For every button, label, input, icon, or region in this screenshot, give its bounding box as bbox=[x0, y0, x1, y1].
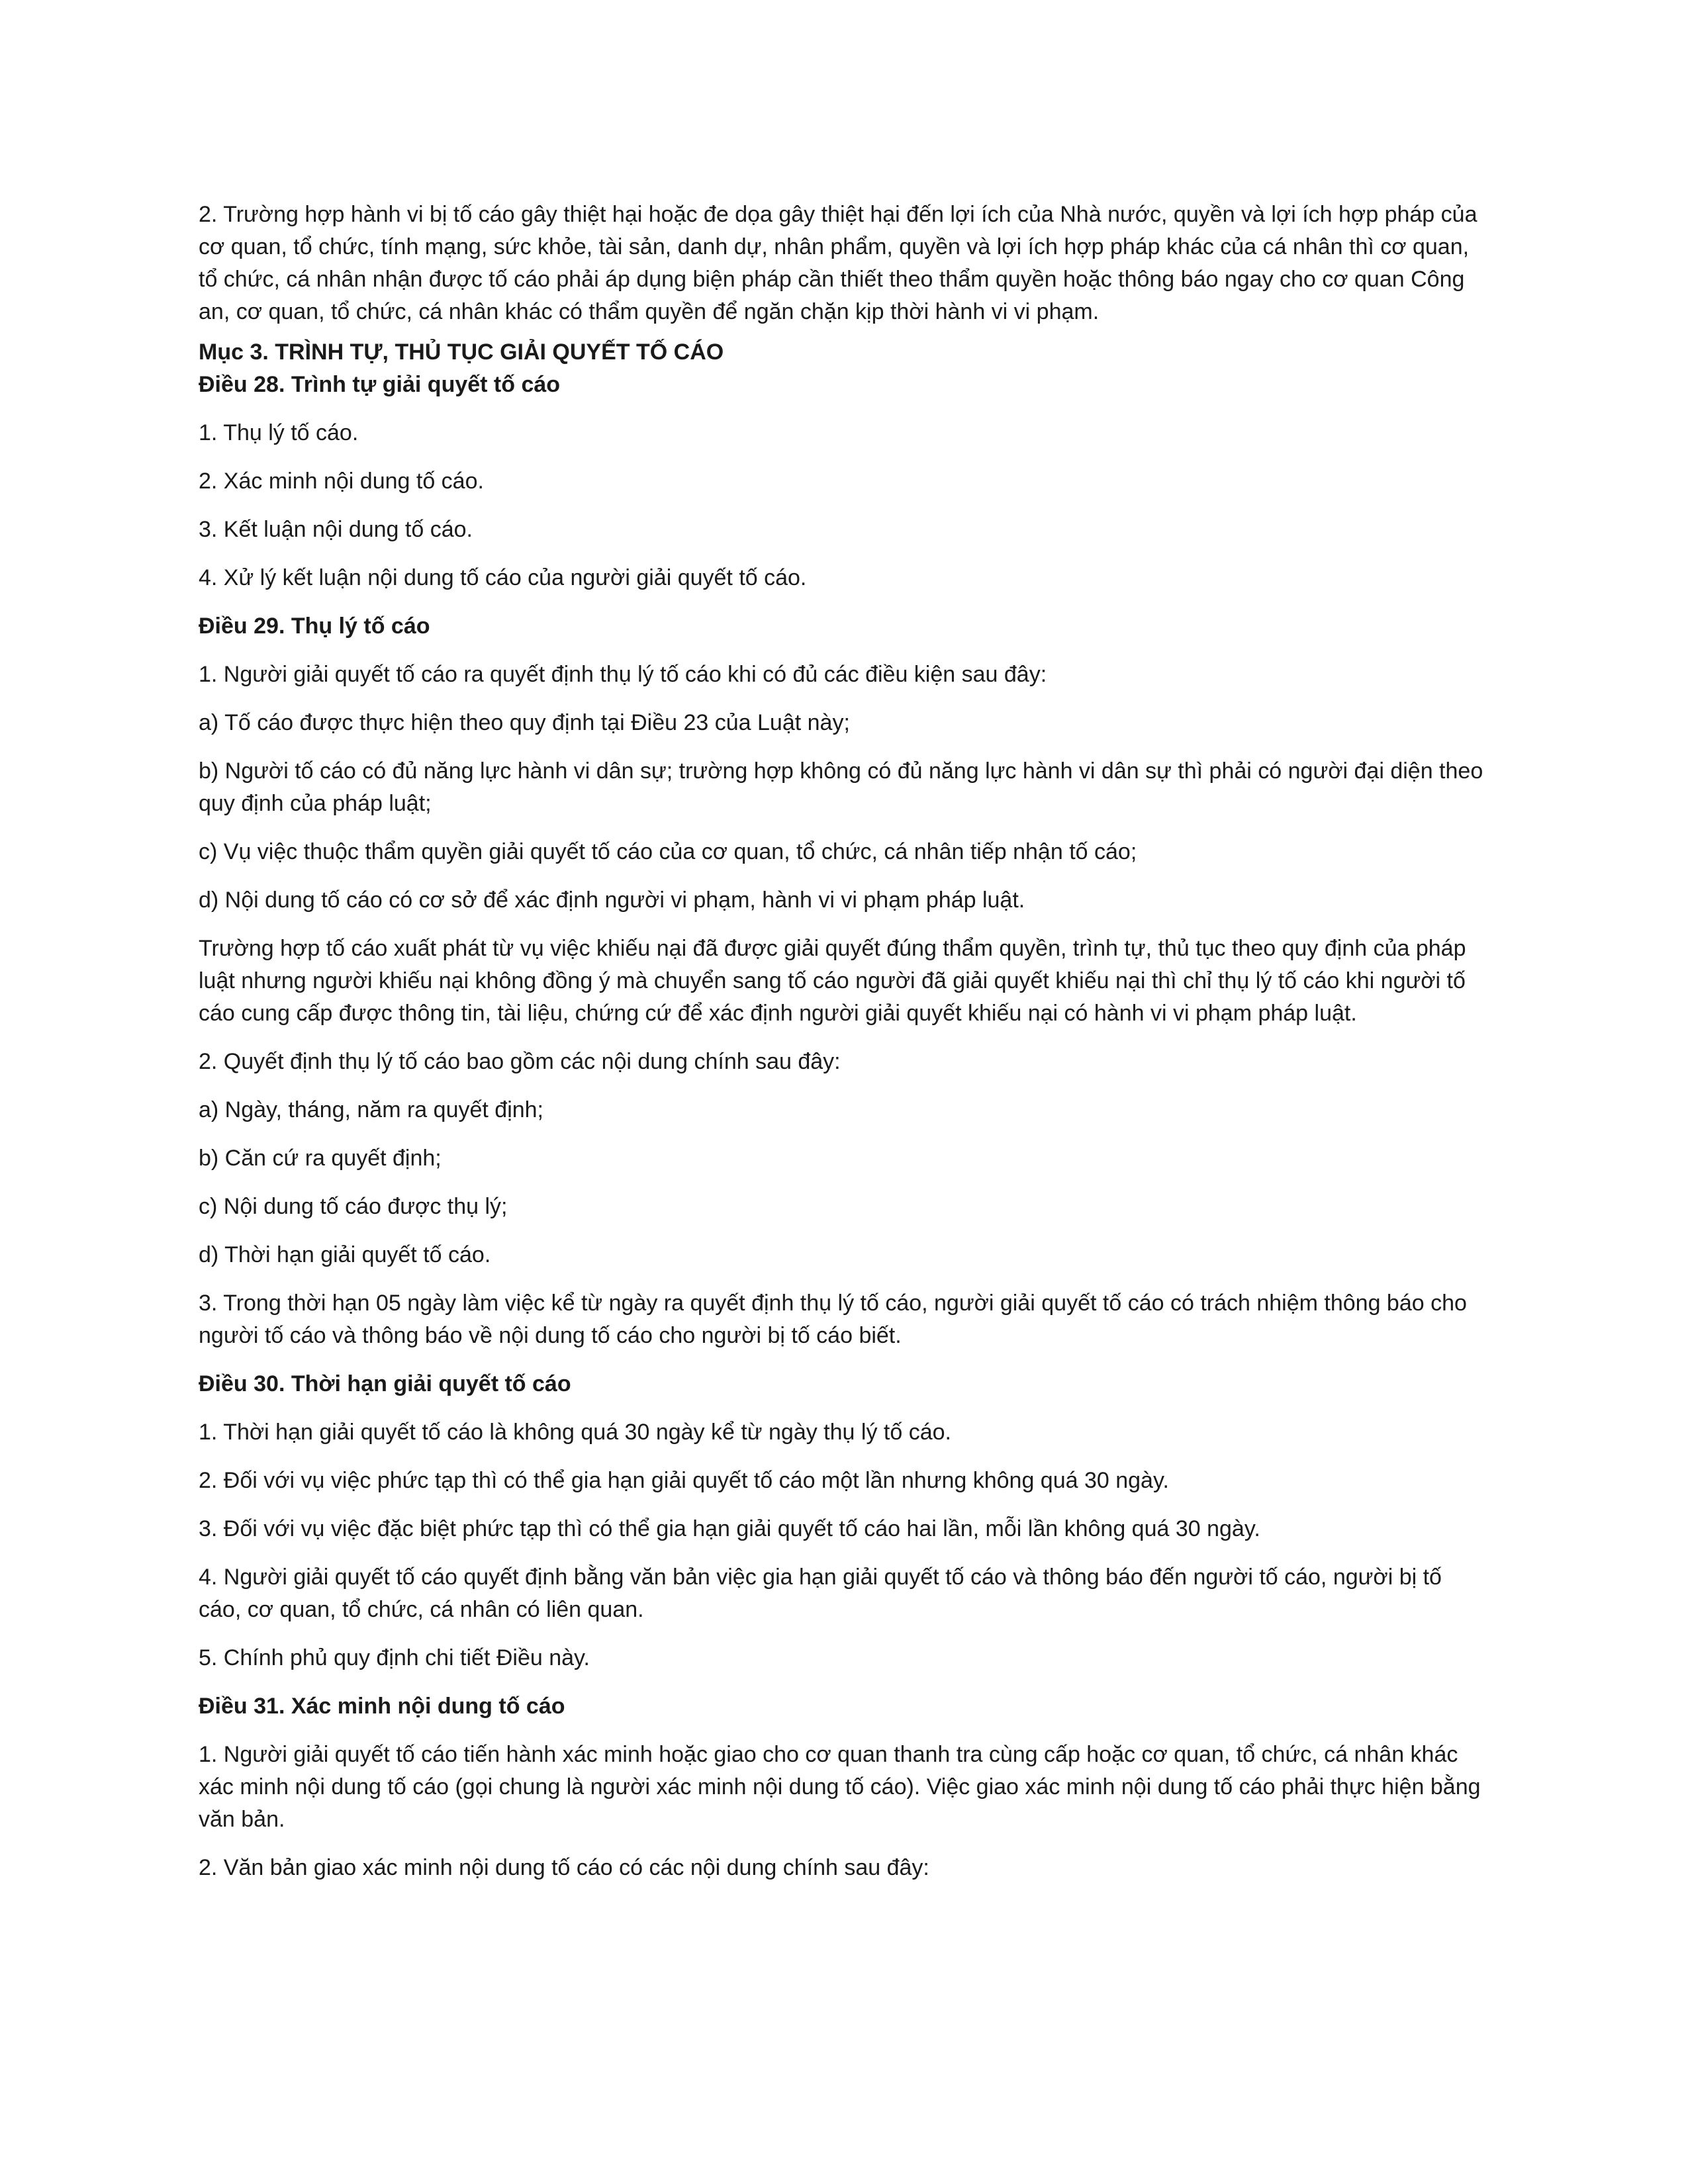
paragraph: 2. Văn bản giao xác minh nội dung tố cáo có các nội dung chính sau đây: bbox=[199, 1855, 929, 1880]
list-item: 2. Đối với vụ việc phức tạp thì có thể gia hạn giải quyết tố cáo một lần nhưng không quá 30 ngày. bbox=[199, 1468, 1169, 1493]
list-item: c) Nội dung tố cáo được thụ lý; bbox=[199, 1194, 508, 1219]
list-item: a) Ngày, tháng, năm ra quyết định; bbox=[199, 1097, 544, 1122]
list-item: 5. Chính phủ quy định chi tiết Điều này. bbox=[199, 1645, 590, 1670]
list-item: 1. Thời hạn giải quyết tố cáo là không quá 30 ngày kể từ ngày thụ lý tố cáo. bbox=[199, 1420, 951, 1445]
article-heading-28: Điều 28. Trình tự giải quyết tố cáo bbox=[199, 372, 561, 397]
list-item: c) Vụ việc thuộc thẩm quyền giải quyết tố cáo của cơ quan, tổ chức, cá nhân tiếp nhận tố cáo; bbox=[199, 839, 1137, 864]
list-item: 3. Kết luận nội dung tố cáo. bbox=[199, 517, 473, 542]
list-item: a) Tố cáo được thực hiện theo quy định tại Điều 23 của Luật này; bbox=[199, 710, 850, 735]
paragraph: 3. Trong thời hạn 05 ngày làm việc kể từ ngày ra quyết định thụ lý tố cáo, người giải quyết tố cáo có trách nhiệm thông báo cho người tố cáo và thông báo về nội dung tố cáo cho người bị tố cáo biết. bbox=[199, 1291, 1474, 1348]
paragraph: 1. Người giải quyết tố cáo ra quyết định thụ lý tố cáo khi có đủ các điều kiện sau đây: bbox=[199, 662, 1047, 687]
list-item: b) Người tố cáo có đủ năng lực hành vi dân sự; trường hợp không có đủ năng lực hành vi dân sự thì phải có người đại diện theo quy định của pháp luật; bbox=[199, 758, 1489, 816]
list-item: d) Thời hạn giải quyết tố cáo. bbox=[199, 1242, 491, 1267]
list-item: b) Căn cứ ra quyết định; bbox=[199, 1146, 442, 1171]
list-item: 4. Người giải quyết tố cáo quyết định bằng văn bản việc gia hạn giải quyết tố cáo và thông báo đến người tố cáo, người bị tố cáo, cơ quan, tổ chức, cá nhân có liên quan. bbox=[199, 1565, 1448, 1622]
list-item: 1. Thụ lý tố cáo. bbox=[199, 420, 359, 445]
article-heading-30: Điều 30. Thời hạn giải quyết tố cáo bbox=[199, 1371, 571, 1396]
article-heading-31: Điều 31. Xác minh nội dung tố cáo bbox=[199, 1694, 565, 1719]
paragraph: Trường hợp tố cáo xuất phát từ vụ việc khiếu nại đã được giải quyết đúng thẩm quyền, trình tự, thủ tục theo quy định của pháp luật nhưng người khiếu nại không đồng ý mà chuyển sang tố cáo người đã giải quyết khiếu nại thì chỉ thụ lý tố cáo khi người tố cáo cung cấp được thông tin, tài liệu, chứng cứ để xác định người giải quyết khiếu nại có hành vi vi phạm pháp luật. bbox=[199, 936, 1472, 1026]
article-heading-29: Điều 29. Thụ lý tố cáo bbox=[199, 614, 430, 639]
paragraph-clause-2: 2. Trường hợp hành vi bị tố cáo gây thiệt hại hoặc đe dọa gây thiệt hại đến lợi ích của Nhà nước, quyền và lợi ích hợp pháp của cơ quan, tổ chức, tính mạng, sức khỏe, tài sản, danh dự, nhân phẩm, quyền và lợi ích hợp pháp khác của cá nhân thì cơ quan, tổ chức, cá nhân nhận được tố cáo phải áp dụng biện pháp cần thiết theo thẩm quyền hoặc thông báo ngay cho cơ quan Công an, cơ quan, tổ chức, cá nhân khác có thẩm quyền để ngăn chặn kịp thời hành vi vi phạm. bbox=[199, 202, 1483, 324]
list-item: 4. Xử lý kết luận nội dung tố cáo của người giải quyết tố cáo. bbox=[199, 565, 807, 590]
list-item: 2. Xác minh nội dung tố cáo. bbox=[199, 469, 484, 494]
list-item: d) Nội dung tố cáo có cơ sở để xác định người vi phạm, hành vi vi phạm pháp luật. bbox=[199, 887, 1025, 913]
paragraph: 2. Quyết định thụ lý tố cáo bao gồm các nội dung chính sau đây: bbox=[199, 1049, 841, 1074]
paragraph: 1. Người giải quyết tố cáo tiến hành xác minh hoặc giao cho cơ quan thanh tra cùng cấp hoặc cơ quan, tổ chức, cá nhân khác xác minh nội dung tố cáo (gọi chung là người xác minh nội dung tố cáo). Việc giao xác minh nội dung tố cáo phải thực hiện bằng văn bản. bbox=[199, 1742, 1487, 1832]
list-item: 3. Đối với vụ việc đặc biệt phức tạp thì có thể gia hạn giải quyết tố cáo hai lần, mỗi lần không quá 30 ngày. bbox=[199, 1516, 1260, 1541]
section-heading-muc-3: Mục 3. TRÌNH TỰ, THỦ TỤC GIẢI QUYẾT TỐ CÁO bbox=[199, 340, 724, 365]
document-page bbox=[199, 199, 1489, 1884]
